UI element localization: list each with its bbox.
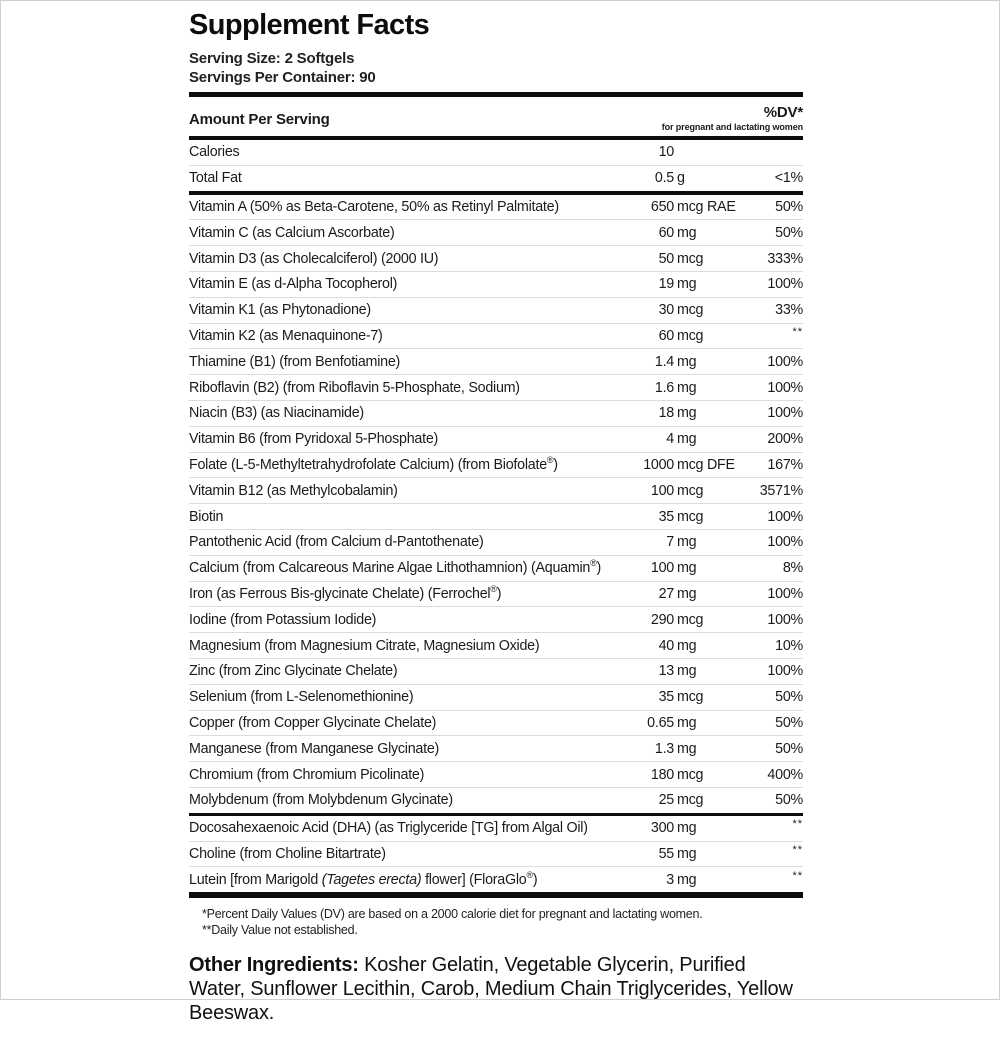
nutrient-unit: mg bbox=[677, 871, 697, 888]
other-nutrient-rows-group bbox=[189, 816, 803, 892]
nutrient-amount: 3 bbox=[666, 871, 674, 888]
nutrient-name: Thiamine (B1) (from Benfotiamine) bbox=[189, 353, 401, 370]
nutrient-unit: mg bbox=[677, 353, 697, 370]
nutrient-name: Vitamin A (50% as Beta-Carotene, 50% as Retinyl Palmitate) bbox=[189, 198, 559, 215]
nutrient-name: Niacin (B3) (as Niacinamide) bbox=[189, 405, 364, 422]
nutrient-row bbox=[189, 297, 803, 323]
nutrient-row bbox=[189, 529, 803, 555]
nutrient-amount: 290 bbox=[650, 611, 674, 628]
nutrient-amount: 50 bbox=[658, 250, 674, 267]
nutrient-row bbox=[189, 140, 803, 165]
nutrient-amount: 180 bbox=[650, 766, 674, 783]
nutrient-dv: 50% bbox=[775, 792, 803, 809]
nutrient-amount: 650 bbox=[650, 198, 674, 215]
nutrient-row bbox=[189, 658, 803, 684]
nutrient-row bbox=[189, 735, 803, 761]
nutrient-dv: 333% bbox=[767, 250, 803, 267]
nutrient-row bbox=[189, 710, 803, 736]
nutrient-unit: mcg bbox=[677, 766, 704, 783]
nutrient-dv: 100% bbox=[767, 611, 803, 628]
nutrient-unit: mcg bbox=[677, 792, 704, 809]
nutrient-dv: 100% bbox=[767, 585, 803, 602]
nutrient-name: Vitamin K2 (as Menaquinone-7) bbox=[189, 327, 383, 344]
nutrient-amount: 27 bbox=[658, 585, 674, 602]
nutrient-row bbox=[189, 761, 803, 787]
nutrient-row bbox=[189, 219, 803, 245]
nutrient-row bbox=[189, 426, 803, 452]
nutrient-unit: mg bbox=[677, 405, 697, 422]
nutrient-dv: 200% bbox=[767, 431, 803, 448]
nutrient-name: Vitamin E (as d-Alpha Tocopherol) bbox=[189, 276, 398, 293]
nutrient-name: Vitamin B12 (as Methylcobalamin) bbox=[189, 482, 398, 499]
other-ingredients-text: Kosher Gelatin, Vegetable Glycerin, Purified Water, Sunflower Lecithin, Carob, Medium Chain Triglycerides, Yellow Beeswax. bbox=[189, 954, 793, 1025]
nutrient-row bbox=[189, 165, 803, 191]
nutrient-amount: 13 bbox=[658, 663, 674, 680]
nutrient-name: Selenium (from L-Selenomethionine) bbox=[189, 689, 414, 706]
nutrient-amount: 4 bbox=[666, 431, 674, 448]
nutrient-amount: 300 bbox=[650, 820, 674, 837]
nutrient-unit: mg bbox=[677, 379, 697, 396]
nutrient-name: Magnesium (from Magnesium Citrate, Magnesium Oxide) bbox=[189, 637, 540, 654]
supplement-facts-panel bbox=[189, 9, 803, 1045]
nutrient-row bbox=[189, 323, 803, 349]
dv-column-header bbox=[662, 104, 803, 132]
nutrient-row bbox=[189, 400, 803, 426]
supplement-facts-title: Supplement Facts bbox=[189, 9, 430, 41]
nutrient-dv: 100% bbox=[767, 508, 803, 525]
nutrient-unit: mg bbox=[677, 740, 697, 757]
nutrient-dv: 100% bbox=[767, 534, 803, 551]
nutrient-name: Docosahexaenoic Acid (DHA) (as Triglyceride [TG] from Algal Oil) bbox=[189, 820, 588, 837]
nutrient-unit: mg bbox=[677, 534, 697, 551]
nutrient-amount: 10 bbox=[658, 144, 674, 161]
nutrient-amount: 25 bbox=[658, 792, 674, 809]
nutrient-row bbox=[189, 816, 803, 841]
footnote-daily-values: *Percent Daily Values (DV) are based on a 2000 calorie diet for pregnant and lactating women. bbox=[202, 907, 703, 922]
nutrient-dv: 100% bbox=[767, 276, 803, 293]
nutrient-name: Vitamin B6 (from Pyridoxal 5-Phosphate) bbox=[189, 431, 439, 448]
nutrient-row bbox=[189, 787, 803, 813]
nutrient-name: Iron (as Ferrous Bis-glycinate Chelate) (Ferrochel®) bbox=[189, 584, 502, 602]
nutrient-dv: ** bbox=[792, 325, 803, 338]
nutrient-unit: mg bbox=[677, 845, 697, 862]
nutrient-unit: mcg bbox=[677, 689, 704, 706]
nutrient-name: Calories bbox=[189, 144, 240, 161]
nutrient-amount: 1.3 bbox=[654, 740, 674, 757]
nutrient-dv: <1% bbox=[774, 170, 803, 187]
nutrient-row bbox=[189, 866, 803, 892]
nutrient-amount: 0.65 bbox=[647, 714, 674, 731]
nutrient-row bbox=[189, 195, 803, 220]
nutrient-unit: g bbox=[677, 170, 685, 187]
nutrient-dv: 100% bbox=[767, 663, 803, 680]
nutrient-rows-group bbox=[189, 195, 803, 813]
nutrient-unit: mg bbox=[677, 560, 697, 577]
nutrient-unit: mcg bbox=[677, 508, 704, 525]
nutrient-amount: 60 bbox=[658, 327, 674, 344]
nutrient-dv: 33% bbox=[775, 302, 803, 319]
nutrient-dv: 100% bbox=[767, 405, 803, 422]
amount-per-serving-label: Amount Per Serving bbox=[189, 111, 330, 128]
nutrient-dv: ** bbox=[792, 843, 803, 856]
nutrient-name: Pantothenic Acid (from Calcium d-Pantothenate) bbox=[189, 534, 484, 551]
nutrient-dv: ** bbox=[792, 818, 803, 831]
serving-size-text: Serving Size: 2 Softgels bbox=[189, 50, 355, 67]
nutrient-name: Calcium (from Calcareous Marine Algae Lithothamnion) (Aquamin®) bbox=[189, 558, 602, 577]
dv-column-label: %DV* bbox=[763, 104, 803, 121]
nutrient-amount: 100 bbox=[650, 482, 674, 499]
nutrient-dv: 400% bbox=[767, 766, 803, 783]
nutrient-unit: mcg bbox=[677, 250, 704, 267]
nutrient-name: Manganese (from Manganese Glycinate) bbox=[189, 740, 440, 757]
nutrient-unit: mcg RAE bbox=[677, 198, 736, 215]
footnotes bbox=[189, 898, 803, 938]
nutrient-row bbox=[189, 581, 803, 607]
nutrient-unit: mg bbox=[677, 714, 697, 731]
other-ingredients-heading: Other Ingredients: bbox=[189, 954, 359, 977]
nutrient-name: Riboflavin (B2) (from Riboflavin 5-Phosphate, Sodium) bbox=[189, 379, 520, 396]
nutrient-unit: mg bbox=[677, 663, 697, 680]
nutrient-name: Vitamin K1 (as Phytonadione) bbox=[189, 302, 371, 319]
table-header-row bbox=[189, 97, 803, 136]
nutrient-row bbox=[189, 374, 803, 400]
footnote-not-established: **Daily Value not established. bbox=[202, 923, 358, 938]
nutrient-dv: 100% bbox=[767, 379, 803, 396]
nutrient-unit: mcg bbox=[677, 327, 704, 344]
nutrient-row bbox=[189, 555, 803, 581]
nutrient-unit: mg bbox=[677, 276, 697, 293]
nutrient-amount: 35 bbox=[658, 508, 674, 525]
nutrient-row bbox=[189, 348, 803, 374]
nutrient-dv: 8% bbox=[782, 560, 803, 577]
nutrient-row bbox=[189, 245, 803, 271]
nutrient-amount: 1.6 bbox=[654, 379, 674, 396]
nutrient-name: Total Fat bbox=[189, 170, 242, 187]
nutrient-unit: mg bbox=[677, 820, 697, 837]
nutrient-dv: 50% bbox=[775, 740, 803, 757]
nutrient-dv: 50% bbox=[775, 689, 803, 706]
nutrient-amount: 60 bbox=[658, 224, 674, 241]
nutrient-unit: mcg bbox=[677, 482, 704, 499]
other-ingredients bbox=[189, 953, 803, 1025]
nutrient-name: Choline (from Choline Bitartrate) bbox=[189, 845, 386, 862]
nutrient-amount: 0.5 bbox=[654, 170, 674, 187]
nutrient-row bbox=[189, 477, 803, 503]
nutrient-row bbox=[189, 503, 803, 529]
nutrient-row bbox=[189, 632, 803, 658]
nutrient-amount: 19 bbox=[658, 276, 674, 293]
nutrient-dv: 50% bbox=[775, 714, 803, 731]
nutrient-dv: 3571% bbox=[759, 482, 803, 499]
nutrient-amount: 55 bbox=[658, 845, 674, 862]
nutrient-unit: mg bbox=[677, 637, 697, 654]
nutrient-name: Biotin bbox=[189, 508, 224, 525]
nutrient-name: Iodine (from Potassium Iodide) bbox=[189, 611, 377, 628]
nutrient-row bbox=[189, 271, 803, 297]
dv-column-subtext: for pregnant and lactating women bbox=[661, 122, 803, 132]
calorie-rows-group bbox=[189, 140, 803, 191]
nutrient-dv: 100% bbox=[767, 353, 803, 370]
nutrient-amount: 1.4 bbox=[654, 353, 674, 370]
nutrient-name: Chromium (from Chromium Picolinate) bbox=[189, 766, 425, 783]
servings-per-container-text: Servings Per Container: 90 bbox=[189, 69, 376, 86]
nutrient-row bbox=[189, 606, 803, 632]
nutrient-name: Molybdenum (from Molybdenum Glycinate) bbox=[189, 792, 453, 809]
nutrient-dv: ** bbox=[792, 869, 803, 882]
nutrient-row bbox=[189, 841, 803, 867]
nutrient-unit: mg bbox=[677, 431, 697, 448]
nutrient-amount: 40 bbox=[658, 637, 674, 654]
nutrient-name: Vitamin D3 (as Cholecalciferol) (2000 IU) bbox=[189, 250, 439, 267]
nutrient-unit: mcg DFE bbox=[677, 456, 735, 473]
nutrient-name: Zinc (from Zinc Glycinate Chelate) bbox=[189, 663, 398, 680]
nutrient-dv: 50% bbox=[775, 198, 803, 215]
nutrient-amount: 30 bbox=[658, 302, 674, 319]
nutrient-amount: 1000 bbox=[643, 456, 674, 473]
nutrient-name: Folate (L-5-Methyltetrahydrofolate Calcium) (from Biofolate®) bbox=[189, 455, 558, 473]
nutrient-name: Lutein [from Marigold (Tagetes erecta) flower] (FloraGlo®) bbox=[189, 869, 538, 888]
nutrient-unit: mg bbox=[677, 224, 697, 241]
nutrient-amount: 100 bbox=[650, 560, 674, 577]
nutrient-unit: mg bbox=[677, 585, 697, 602]
nutrient-amount: 18 bbox=[658, 405, 674, 422]
nutrient-unit: mcg bbox=[677, 302, 704, 319]
nutrient-name: Copper (from Copper Glycinate Chelate) bbox=[189, 714, 437, 731]
nutrient-dv: 50% bbox=[775, 224, 803, 241]
nutrient-amount: 7 bbox=[666, 534, 674, 551]
nutrient-amount: 35 bbox=[658, 689, 674, 706]
nutrient-dv: 10% bbox=[775, 637, 803, 654]
nutrient-row bbox=[189, 452, 803, 478]
nutrient-name: Vitamin C (as Calcium Ascorbate) bbox=[189, 224, 395, 241]
nutrient-row bbox=[189, 684, 803, 710]
nutrient-dv: 167% bbox=[767, 456, 803, 473]
nutrient-unit: mcg bbox=[677, 611, 704, 628]
